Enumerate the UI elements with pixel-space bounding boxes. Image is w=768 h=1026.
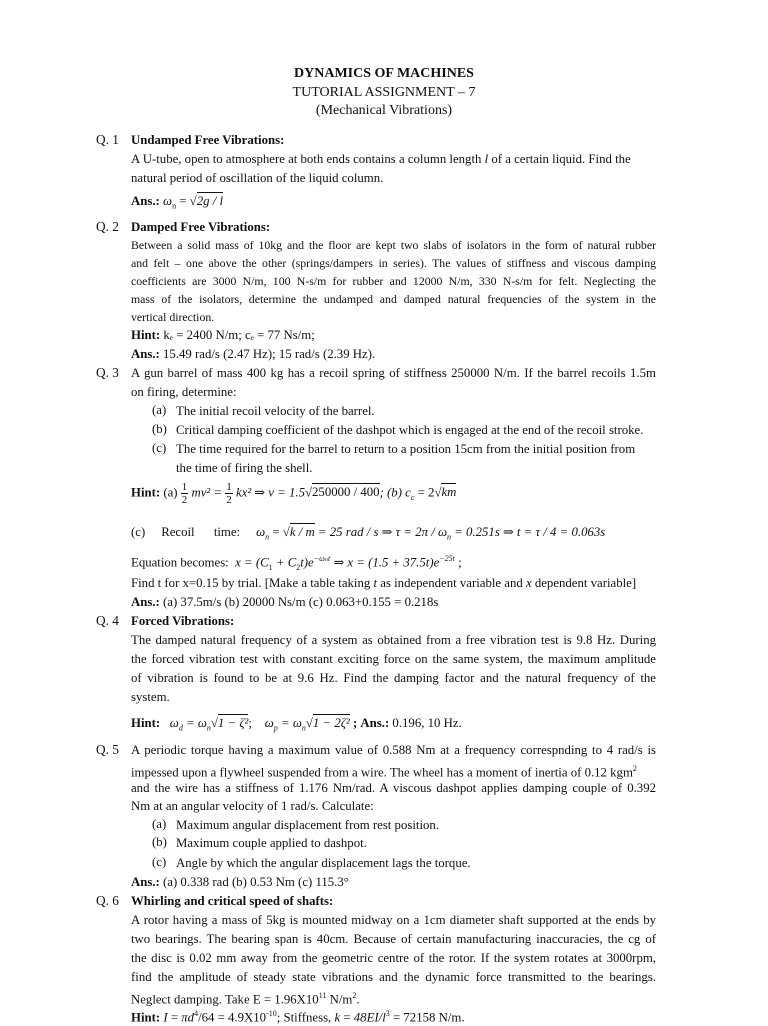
question-text: the forced vibration test with constant exciting force on the same system, the maximum amplitude <box>131 652 656 666</box>
question-text: Between a solid mass of 10kg and the floor are kept two slabs of isolators in the form of natural rubber <box>131 238 656 252</box>
list-item: Maximum angular displacement from rest position. <box>176 818 439 832</box>
question-text: natural period of oscillation of the liquid column. <box>131 171 384 185</box>
question-text: Neglect damping. Take $E = 1.96X10^{11}$ $N/m^2$. <box>131 991 360 1007</box>
equation: Equation becomes: $x = (C_1 + C_2t)e^{-\omega_nt}$ ⇒ $x = (1.5 + 37.5t)e^{-25t}$ ; <box>131 554 462 572</box>
question-text: coefficients are 3000 N/m, 100 N-s/m for rubber and 12000 N/m, 330 N-s/m for felt. Neglecting the <box>131 274 656 288</box>
list-item-marker: (b) <box>152 835 167 849</box>
document-title: DYNAMICS OF MACHINES <box>294 66 474 81</box>
question-text: Nm at an angular velocity of 1 rad/s. Calculate: <box>131 799 374 813</box>
question-number: Q. 4 <box>96 613 119 628</box>
hint: Hint: kₑ = 2400 N/m; cₑ = 77 Ns/m; <box>131 328 315 342</box>
document-topic: (Mechanical Vibrations) <box>315 103 453 118</box>
question-text: on firing, determine: <box>131 385 237 399</box>
document-subtitle: TUTORIAL ASSIGNMENT – 7 <box>292 85 476 100</box>
question-title: Whirling and critical speed of shafts: <box>131 894 334 908</box>
list-item-continued: the time of firing the shell. <box>176 461 313 475</box>
question-title: Forced Vibrations: <box>131 614 235 628</box>
list-item-marker: (b) <box>152 422 167 436</box>
list-item: The time required for the barrel to return to a position 15cm from the initial position from <box>176 442 636 456</box>
question-number: Q. 6 <box>96 893 119 908</box>
question-number: Q. 1 <box>96 132 119 147</box>
question-text: the disc is 0.02 mm away from the geometric centre of the rotor. If the system rotates at 3000rpm, <box>131 951 656 965</box>
list-item-marker: (c) <box>152 855 167 869</box>
list-item-marker: (c) <box>152 441 167 455</box>
question-text: two bearings. The bearing span is 40cm. Because of certain manufacturing inaccuracies, the cg of <box>131 932 656 946</box>
list-item-marker: (a) <box>152 817 167 831</box>
hint-equation: (c) Recoil time: $\omega_n = √k / m = 25$ rad / s ⇒ $\tau = 2\pi / \omega_n = 0.251s$ ⇒ t = τ / 4 = 0.063s <box>131 525 606 542</box>
question-title: Undamped Free Vibrations: <box>131 133 285 147</box>
question-text: The damped natural frequency of a system as obtained from a free vibration test is 9.8 Hz. During <box>131 633 656 647</box>
question-text: A gun barrel of mass 400 kg has a recoil spring of stiffness 250000 N/m. If the barrel recoils 1.5m <box>131 366 656 380</box>
question-text: mass of the isolators, determine the undamped and damped natural frequencies of the system in the <box>131 292 656 306</box>
list-item-marker: (a) <box>152 403 167 417</box>
question-text: impessed upon a flywheel suspended from a wire. The wheel has a moment of inertia of 0.12 kgm$^2$ <box>131 764 637 780</box>
question-title: Damped Free Vibrations: <box>131 220 271 234</box>
question-text: A periodic torque having a maximum value of 0.588 Nm at a frequency correspnding to 4 rad/s is <box>131 743 656 757</box>
question-number: Q. 2 <box>96 219 119 234</box>
answer: Ans.: 15.49 rad/s (2.47 Hz); 15 rad/s (2.39 Hz). <box>131 347 376 361</box>
answer: Ans.: (a) 37.5m/s (b) 20000 Ns/m (c) 0.063+0.155 = 0.218s <box>131 595 439 609</box>
question-text: vertical direction. <box>131 310 215 324</box>
question-text: and the wire has a stiffness of 1.176 Nm/rad. A viscous dashpot applies damping couple of 0.392 <box>131 781 656 795</box>
hint-equation: Hint: (a) $\frac{1}{2}$ mv² = $\frac{1}{2}$ kx² ⇒ v = 1.5√250000 / 400; (b) $c_c = 2√km$ <box>131 481 457 506</box>
question-number: Q. 3 <box>96 365 119 380</box>
question-text: A U-tube, open to atmosphere at both ends contains a column length l of a certain liquid. Find the <box>131 152 631 166</box>
list-item: Maximum couple applied to dashpot. <box>176 836 367 850</box>
question-text: system. <box>131 690 170 704</box>
question-text: of vibration is found to be at 9.6 Hz. Find the damping factor and the natural frequency of the <box>131 671 656 685</box>
list-item: The initial recoil velocity of the barrel. <box>176 404 375 418</box>
question-text: A rotor having a mass of 5kg is mounted midway on a 1cm diameter shaft supported at the ends by <box>131 913 656 927</box>
list-item: Critical damping coefficient of the dashpot which is engaged at the end of the recoil stroke. <box>176 423 644 437</box>
question-text: Find t for x=0.15 by trial. [Make a table taking t as independent variable and x dependent variable] <box>131 576 637 590</box>
question-text: find the amplitude of steady state vibrations and the dynamic force transmitted to the bearings. <box>131 970 656 984</box>
answer: Ans.: $\omega_n = √2g / l$ <box>131 194 224 211</box>
question-number: Q. 5 <box>96 742 119 757</box>
list-item: Angle by which the angular displacement lags the torque. <box>176 856 471 870</box>
hint: Hint: $I = \pi d^4/64 = 4.9X10^{-10}$; Stiffness, $k = 48EI/l^3 = 72158$ N/m. <box>131 1009 465 1025</box>
hint-equation: Hint: $\omega_d = \omega_n√1 - \zeta^2$; $\omega_p = \omega_n√1 - 2\zeta^2$ ; Ans.: 0.196, 10 Hz. <box>131 716 462 733</box>
answer: Ans.: (a) 0.338 rad (b) 0.53 Nm (c) 115.3° <box>131 875 349 889</box>
question-text: and felt – one above the other (springs/dampers in series). The values of stiffness and viscous damping <box>131 256 656 270</box>
